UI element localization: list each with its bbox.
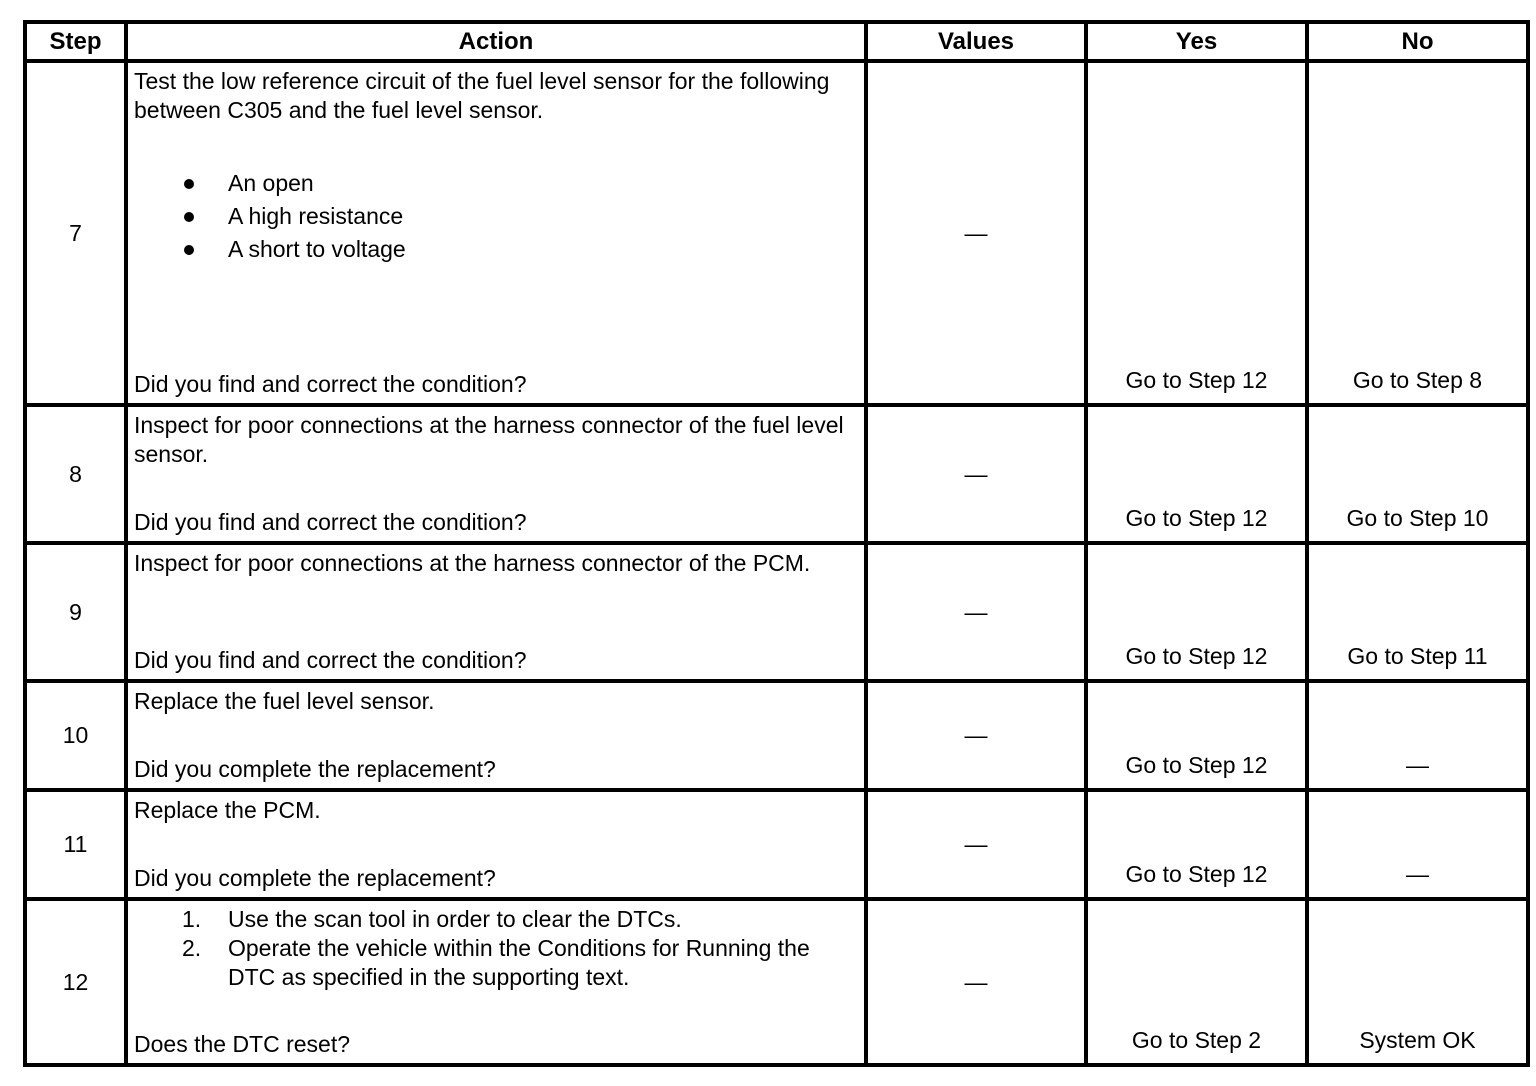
table-row [25,543,1528,681]
no-result: — [1406,861,1429,887]
yes-result: Go to Step 12 [1125,505,1268,531]
bullet-icon [184,212,194,222]
action-question: Did you find and correct the condition? [134,647,527,673]
values-cell: — [866,543,1086,681]
values-cell: — [866,790,1086,899]
list-item [134,934,856,992]
yes-cell [1086,681,1307,790]
no-cell [1307,405,1528,543]
action-question: Did you complete the replacement? [134,865,496,891]
no-cell [1307,543,1528,681]
yes-result: Go to Step 12 [1125,643,1268,669]
yes-cell [1086,543,1307,681]
yes-cell [1086,790,1307,899]
step-number: 10 [25,681,126,790]
list-item-text: A high resistance [228,203,404,229]
list-item [134,200,406,233]
values-cell: — [866,681,1086,790]
no-result: Go to Step 8 [1352,367,1483,393]
no-cell [1307,61,1528,405]
list-item [134,167,406,200]
step-number: 9 [25,543,126,681]
yes-cell [1086,61,1307,405]
list-item [134,905,856,934]
diagnostic-table [23,20,1530,1067]
list-item-number: 2. [182,935,202,961]
yes-result: Go to Step 12 [1125,367,1268,393]
list-item [134,233,406,266]
yes-result: Go to Step 12 [1125,861,1268,887]
values-cell: — [866,61,1086,405]
action-text: Inspect for poor connections at the harness connector of the PCM. [134,550,811,576]
yes-cell [1086,405,1307,543]
yes-cell [1086,899,1307,1065]
list-item-text: Use the scan tool in order to clear the DTCs. [228,906,682,932]
action-text: Inspect for poor connections at the harness connector of the fuel level sensor. [134,412,844,467]
table-row [25,405,1528,543]
step-number: 7 [25,61,126,405]
no-cell [1307,681,1528,790]
action-cell [126,61,866,405]
step-number: 8 [25,405,126,543]
condition-list [134,167,406,266]
yes-result: Go to Step 2 [1131,1027,1262,1053]
table-header-row [25,22,1528,61]
step-number: 11 [25,790,126,899]
list-item-text: Operate the vehicle within the Conditions for Running the DTC as specified in the supporting text. [228,935,810,990]
step-number: 12 [25,899,126,1065]
action-text: Replace the fuel level sensor. [134,688,435,714]
no-cell [1307,899,1528,1065]
action-question: Did you complete the replacement? [134,756,496,782]
table-row [25,681,1528,790]
action-cell [126,790,866,899]
header-values: Values [866,22,1086,61]
bullet-icon [184,245,194,255]
list-item-number: 1. [182,906,202,932]
action-cell [126,543,866,681]
no-result: System OK [1359,1027,1476,1053]
values-cell: — [866,405,1086,543]
no-result: — [1406,752,1429,778]
action-text: Replace the PCM. [134,797,321,823]
header-no: No [1307,22,1528,61]
no-result: Go to Step 11 [1347,643,1488,669]
action-question: Does the DTC reset? [134,1031,351,1057]
header-step: Step [25,22,126,61]
bullet-icon [184,179,194,189]
action-cell [126,681,866,790]
no-result: Go to Step 10 [1346,505,1489,531]
list-item-text: A short to voltage [228,236,406,262]
values-cell: — [866,899,1086,1065]
action-question: Did you find and correct the condition? [134,371,527,397]
procedure-list [134,905,856,992]
header-yes: Yes [1086,22,1307,61]
yes-result: Go to Step 12 [1125,752,1268,778]
table-row [25,61,1528,405]
list-item-text: An open [228,170,314,196]
action-cell [126,405,866,543]
action-cell [126,899,866,1065]
table-row [25,899,1528,1065]
table-row [25,790,1528,899]
action-text: Test the low reference circuit of the fuel level sensor for the following between C305 and the fuel level sensor. [134,68,830,123]
action-question: Did you find and correct the condition? [134,509,527,535]
no-cell [1307,790,1528,899]
header-action: Action [126,22,866,61]
